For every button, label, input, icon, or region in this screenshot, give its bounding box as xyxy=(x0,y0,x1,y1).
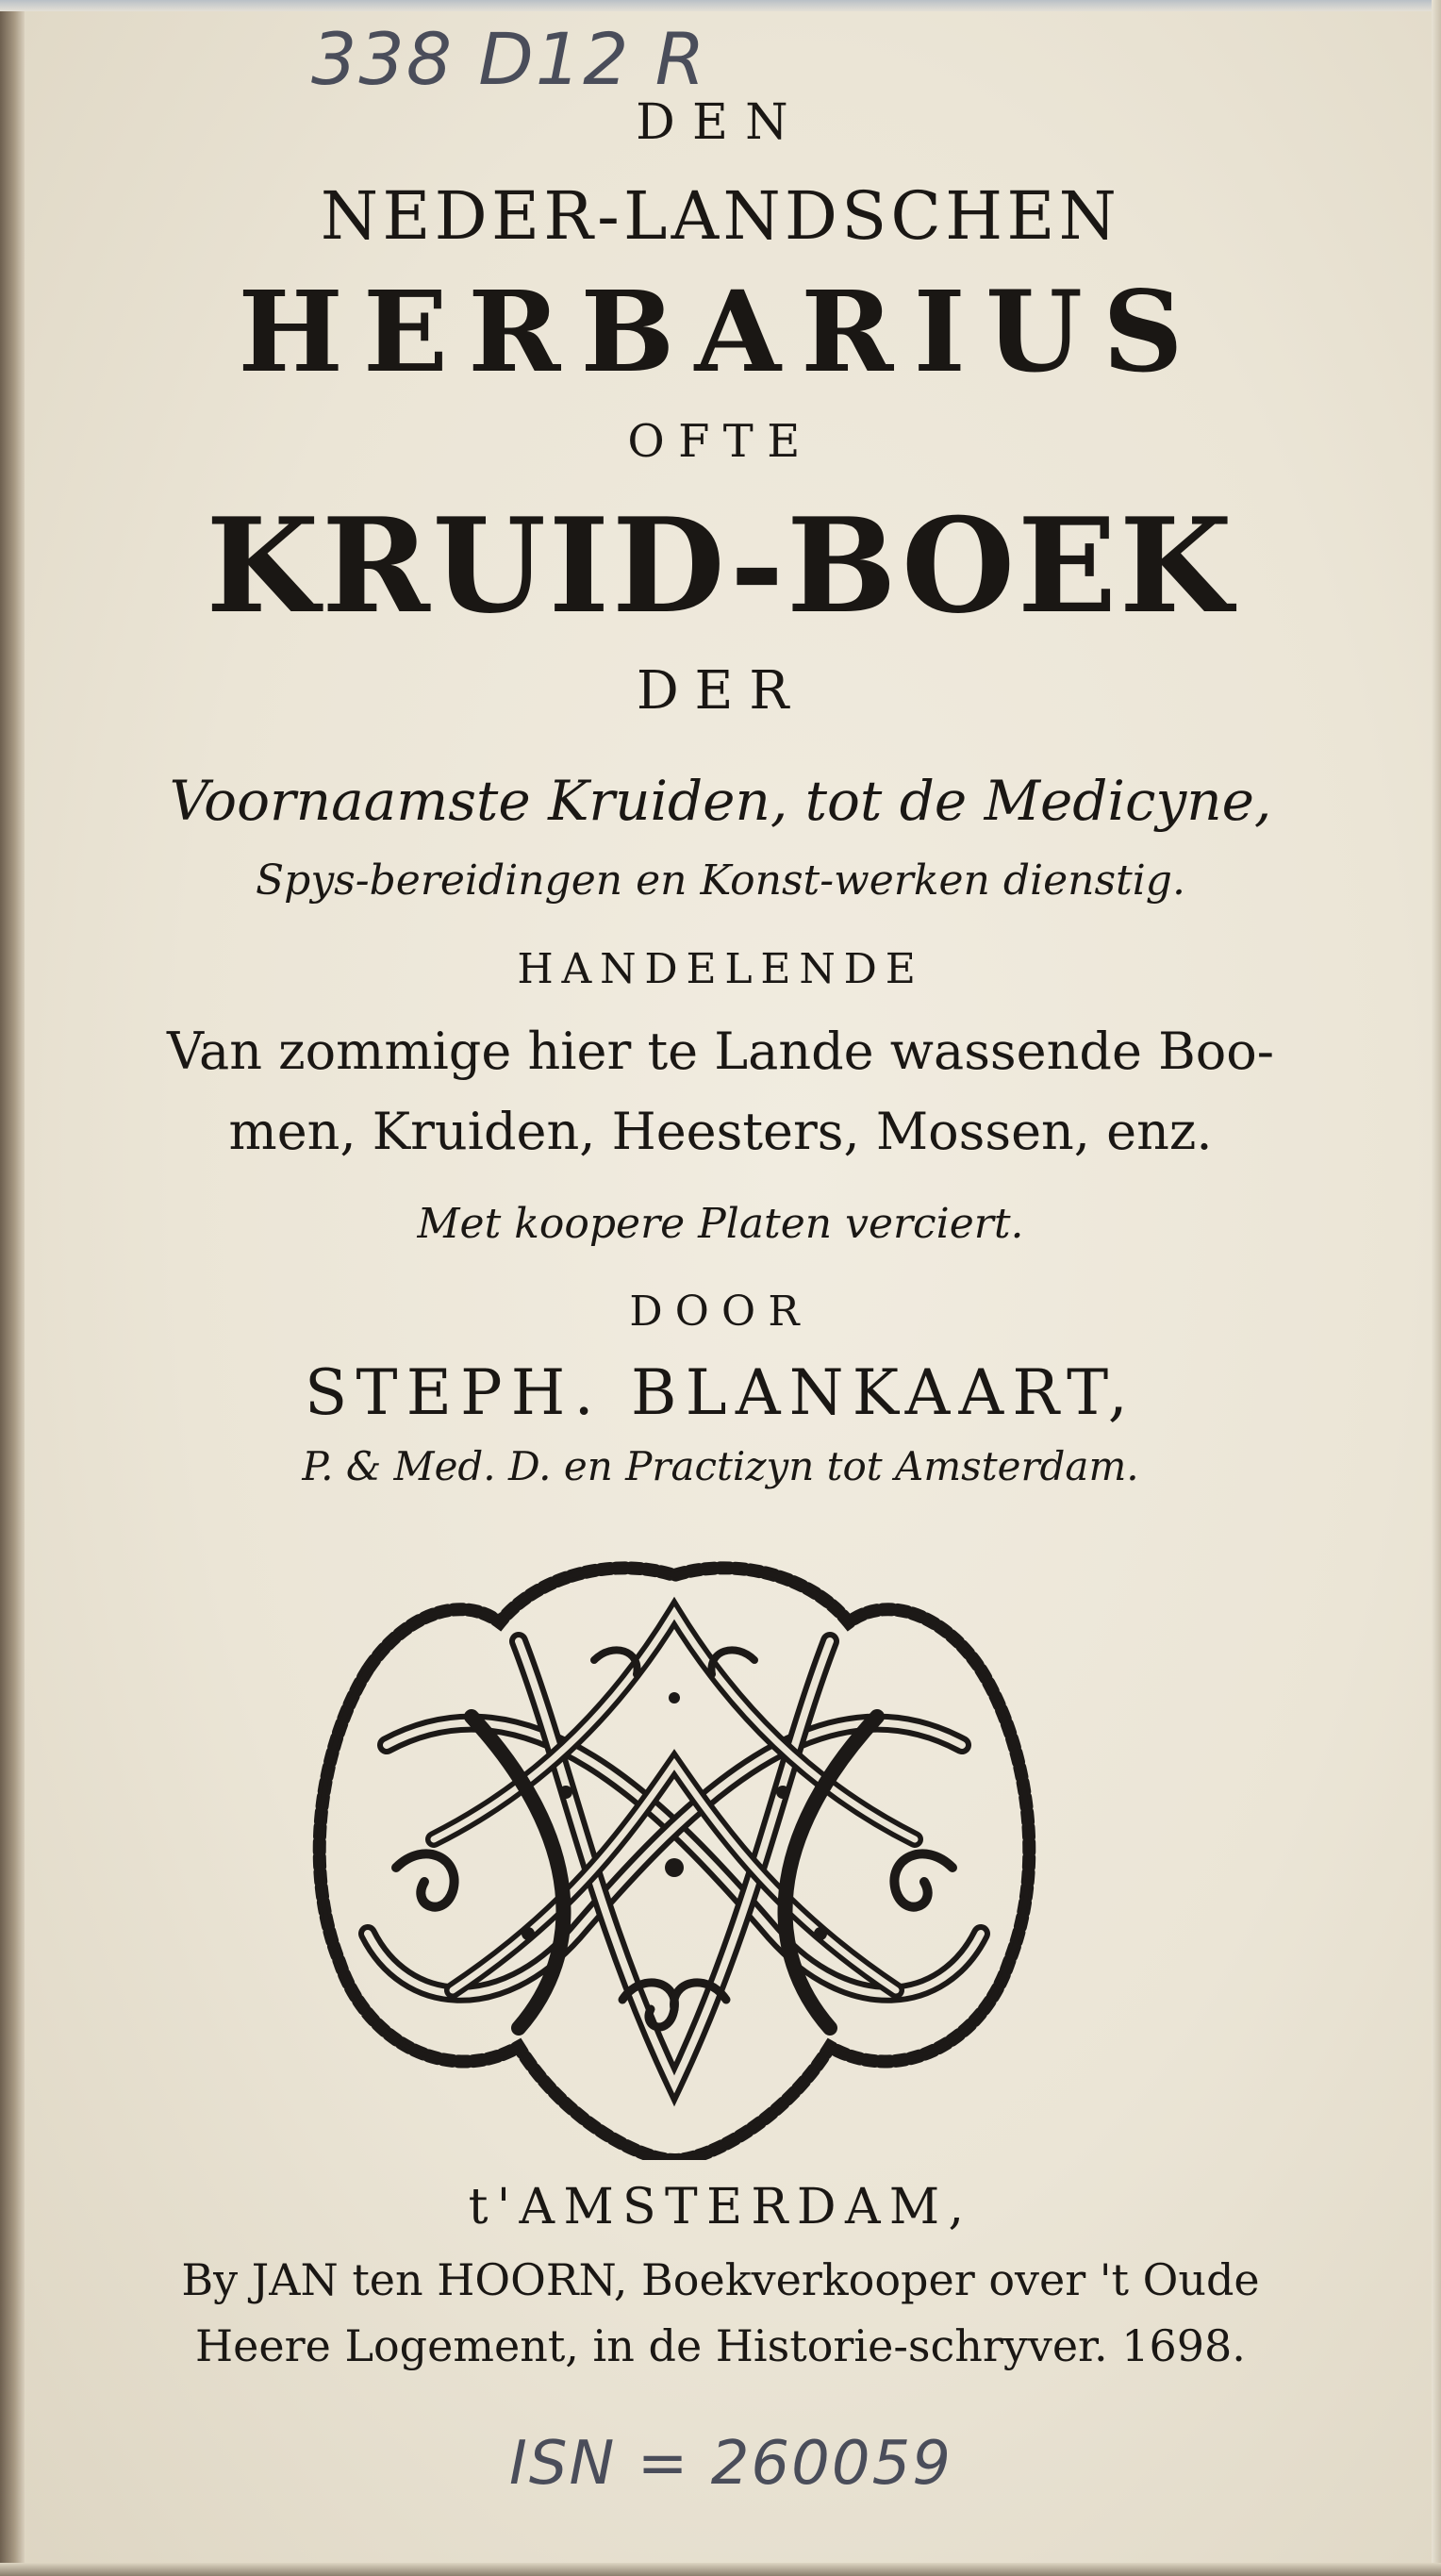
subtitle-line-1: Voornaamste Kruiden, tot de Medicyne, xyxy=(169,769,1272,833)
title-der: DER xyxy=(636,660,805,722)
heading-door: DOOR xyxy=(629,1288,812,1336)
printers-ornament-icon xyxy=(283,1556,1066,2160)
imprint-place: t'AMSTERDAM, xyxy=(468,2179,973,2235)
imprint-line-2: Heere Logement, in de Historie-schryver. 1698. xyxy=(195,2320,1246,2371)
imprint-line-1: By JAN ten HOORN, Boekverkooper over 't Oude xyxy=(181,2254,1260,2305)
description-line-2: men, Kruiden, Heesters, Mossen, enz. xyxy=(228,1102,1213,1161)
author-name: STEPH. BLANKAART, xyxy=(305,1356,1136,1429)
description-line-1: Van zommige hier te Lande wassende Boo- xyxy=(166,1022,1275,1081)
title-den: DEN xyxy=(636,94,805,151)
title-herbarius: HERBARIUS xyxy=(238,266,1203,397)
subtitle-line-2: Spys-bereidingen en Konst-werken dienstig. xyxy=(256,856,1185,905)
heading-handelende: HANDELENDE xyxy=(517,945,924,993)
page-top-edge xyxy=(0,0,1441,11)
author-credentials: P. & Med. D. en Practizyn tot Amsterdam. xyxy=(302,1443,1139,1489)
title-ofte: OFTE xyxy=(627,415,814,468)
handwritten-shelfmark: 338 D12 R xyxy=(311,17,707,101)
handwritten-number: ISN = 260059 xyxy=(509,2429,952,2499)
illustrations-note: Met koopere Platen verciert. xyxy=(417,1200,1024,1248)
title-neder-landschen: NEDER-LANDSCHEN xyxy=(320,177,1121,255)
page-bottom-edge xyxy=(0,2563,1441,2576)
title-kruid-boek: KRUID-BOEK xyxy=(206,489,1235,642)
